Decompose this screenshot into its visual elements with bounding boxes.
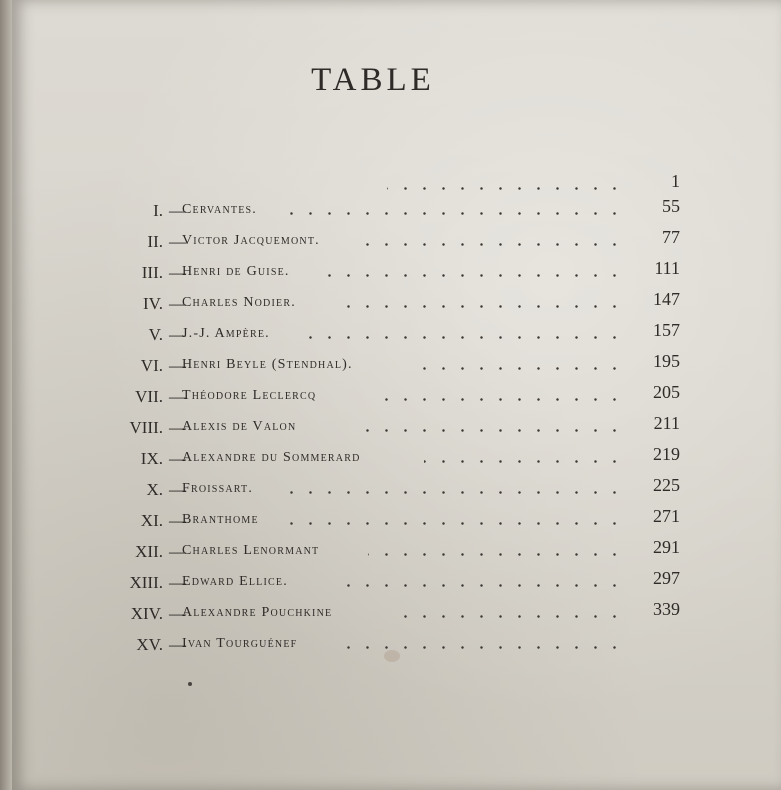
page-title: TABLE xyxy=(311,62,435,98)
book-spine xyxy=(0,0,12,790)
page-number: 1 xyxy=(671,171,680,191)
dash: — xyxy=(169,449,186,468)
page-number: 205 xyxy=(653,382,680,402)
dash: — xyxy=(169,511,186,530)
chapter-name: Henri de Guise. xyxy=(182,264,290,279)
dot-leader xyxy=(407,367,624,370)
chapter-name: Alexandre Pouchkine xyxy=(182,605,333,620)
chapter-number: VII. xyxy=(135,387,163,406)
dash: — xyxy=(169,263,186,282)
chapter-name: Branthome xyxy=(182,512,259,527)
page-number: 219 xyxy=(653,444,680,464)
chapter-name: Froissart. xyxy=(182,481,254,496)
page-number: 157 xyxy=(653,320,680,340)
dot-leader xyxy=(357,429,624,432)
dot-leader xyxy=(352,243,624,246)
chapter-number: XIII. xyxy=(129,573,163,592)
chapter-number: IX. xyxy=(140,449,163,468)
dot-leader xyxy=(377,398,624,401)
dot-leader xyxy=(274,212,624,215)
page-number: 297 xyxy=(653,568,680,588)
dash: — xyxy=(169,542,186,561)
page-number: 271 xyxy=(653,506,680,526)
chapter-number: IV. xyxy=(143,294,163,313)
dot-leader xyxy=(290,522,624,525)
chapter-name: Alexis de Valon xyxy=(182,419,297,434)
chapter-number: V. xyxy=(148,325,163,344)
dash: — xyxy=(169,232,186,251)
page-number: 111 xyxy=(654,258,680,278)
chapter-number: XV. xyxy=(136,635,163,654)
dot-leader xyxy=(387,187,624,190)
chapter-name: Edward Ellice. xyxy=(182,574,288,589)
chapter-name: Henri Beyle (Stendhal). xyxy=(182,357,353,372)
dot-leader xyxy=(334,305,624,308)
chapter-number: I. xyxy=(153,201,163,220)
dash: — xyxy=(169,480,186,499)
dash: — xyxy=(169,356,186,375)
chapter-number: XIV. xyxy=(130,604,163,623)
page-number: 225 xyxy=(653,475,680,495)
page-number: 291 xyxy=(653,537,680,557)
page-number: 211 xyxy=(653,413,680,433)
dot-leader xyxy=(338,584,624,587)
dash: — xyxy=(169,604,186,623)
dash: — xyxy=(169,325,186,344)
dot-leader xyxy=(328,274,624,277)
dot-leader xyxy=(424,460,624,463)
dot-leader xyxy=(280,491,624,494)
dash: — xyxy=(169,201,186,220)
dot-leader xyxy=(368,553,624,556)
dot-leader xyxy=(302,336,624,339)
chapter-name: Alexandre du Sommerard xyxy=(182,450,361,465)
page-number: 77 xyxy=(662,227,680,247)
chapter-number: XII. xyxy=(135,542,163,561)
chapter-name: Charles Lenormant xyxy=(182,543,320,558)
book-page xyxy=(12,0,781,790)
toc-row xyxy=(12,599,781,634)
chapter-name: Charles Nodier. xyxy=(182,295,296,310)
dash: — xyxy=(169,418,186,437)
page-number: 339 xyxy=(653,599,680,619)
dash: — xyxy=(169,387,186,406)
chapter-name: Cervantes. xyxy=(182,202,257,217)
dot-leader xyxy=(400,615,624,618)
chapter-number: II. xyxy=(147,232,163,251)
chapter-number: X. xyxy=(146,480,163,499)
chapter-name: Ivan Tourguénef xyxy=(182,636,298,651)
dash: — xyxy=(169,573,186,592)
dash: — xyxy=(169,635,186,654)
ink-dot xyxy=(188,682,192,686)
dash: — xyxy=(169,294,186,313)
chapter-name: Théodore Leclercq xyxy=(182,388,317,403)
chapter-number: VI. xyxy=(140,356,163,375)
page-number: 147 xyxy=(653,289,680,309)
paper-stain xyxy=(384,650,400,662)
chapter-number: III. xyxy=(141,263,163,282)
page-number: 195 xyxy=(653,351,680,371)
chapter-name: J.-J. Ampère. xyxy=(182,326,270,341)
chapter-number: VIII. xyxy=(129,418,163,437)
chapter-number: XI. xyxy=(140,511,163,530)
page-number: 55 xyxy=(662,196,680,216)
chapter-name: Victor Jacquemont. xyxy=(182,233,320,248)
dot-leader xyxy=(342,646,624,649)
